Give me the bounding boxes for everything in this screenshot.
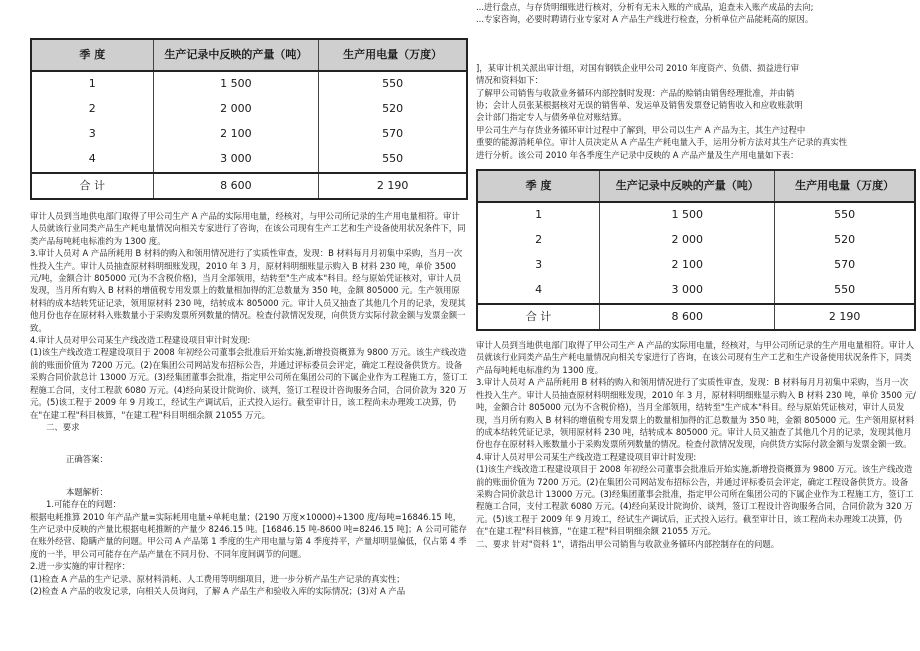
paragraph: 审计人员到当地供电部门取得了甲公司生产 A 产品的实际用电量，经核对，与甲公司所记录的生产用电量相符。审计人员就该行业同类产品生产耗电量情况向相关专家进行了咨询，在该公司现有生产工艺和生产设备使用状况条件下，同类产品每吨耗电标准约为 1300 度。 bbox=[476, 340, 915, 375]
requirement-heading: 二、要求 针对"资料 1"，请指出甲公司销售与收款业务循环内部控制存在的问题。 bbox=[476, 538, 780, 549]
table-row bbox=[31, 97, 467, 122]
cell: 合 计 bbox=[477, 304, 600, 330]
cell: 2 190 bbox=[319, 173, 467, 199]
cell: 2 100 bbox=[600, 253, 775, 278]
fragment-line: 情况和资料如下： bbox=[476, 75, 543, 86]
header-power: 生产用电量（万度） bbox=[775, 170, 915, 202]
right-production-table bbox=[476, 169, 916, 331]
cell: 550 bbox=[319, 147, 467, 173]
cell: 3 000 bbox=[153, 147, 319, 173]
table-header-row bbox=[477, 170, 915, 202]
fragment-line: ]，某审计机关派出审计组，对国有钢铁企业甲公司 2010 年度资产、负债、损益进行审 bbox=[476, 62, 800, 73]
answer-label: 正确答案： bbox=[66, 454, 108, 465]
table-row bbox=[477, 253, 915, 278]
cell: 2 000 bbox=[600, 228, 775, 253]
paragraph: 4.审计人员对甲公司某生产线改造工程建设项目审计时发现: bbox=[476, 451, 697, 462]
cell: 550 bbox=[775, 278, 915, 304]
cell: 3 bbox=[88, 127, 96, 141]
cell: 1 bbox=[88, 77, 96, 91]
cell: 550 bbox=[319, 71, 467, 97]
header-output: 生产记录中反映的产量（吨） bbox=[153, 39, 319, 71]
table-row bbox=[477, 228, 915, 253]
paragraph: 3.审计人员对 A 产品所耗用 B 材料的购入和领用情况进行了实质性审查，发现：B 材料每月月初集中采购，当月一次性投入生产。审计人员抽查原材料明细账发现，2010 年 3 月，原材料明细账显示购入 B 材料 230 吨，单价 3500 元/吨，金额合计 805000 元(为不含税价格)，当月全部领用，结转至"生产成本"科目。经与原始凭证核对，审计人员发现，当月所有购入 B 材料的增值税专用发票上的数量相加得的汇总数量为 350 吨，金额 805000 元。生产领用原材料的成本结转凭证记录，领用原材料 230 吨，结转成本 805000 元。审计人员又抽查了其他几个月的记录，发现其他月份也存在原材料入账数量小于采购发票所列数量的情况。检查付款情况发现，向供货方实际付款金额与发票金额一致。 bbox=[30, 248, 466, 333]
cell: 550 bbox=[775, 202, 915, 228]
header-power: 生产用电量（万度） bbox=[319, 39, 467, 71]
paragraph: (1)该生产线改造工程建设项目于 2008 年初经公司董事会批准后开始实施,新增投资概算为 9800 万元。该生产线改造前的账面价值为 7200 万元。(2)在集团公司网站发布招标公告，并通过评标委员会评定，确定工程设备供货方。设备采购合同价款总计 13000 万元。(3)经集团董事会批准，指定甲公司所在集团公司的下属企业作为工程施工方，签订工程施工合同，支付工程款 6080 万元。(4)经向某设计院询价、谈判，签订工程设计咨询服务合同，合同价款为 320 万元。(5)该工程于 2009 年 9 月竣工，经试生产调试后，正式投入运行。截至审计日，该工程尚未办理竣工决算，仍在"在建工程"科目核算，"在建工程"科目明细余额 21055 万元。 bbox=[30, 347, 468, 420]
cell: 8 600 bbox=[153, 173, 319, 199]
table-header-row bbox=[31, 39, 467, 71]
table-row bbox=[477, 202, 915, 228]
cell: 3 bbox=[535, 258, 543, 272]
cell: 合 计 bbox=[31, 173, 153, 199]
paragraph: 4.审计人员对甲公司某生产线改造工程建设项目审计时发现: bbox=[30, 335, 251, 346]
paragraph: 根据电耗推算 2010 年产品产量=实际耗用电量÷单耗电量；(2190 万度×10000)÷1300 度/每吨=16846.15 吨，生产记录中反映的产量比根据电耗推断的产量少 8246.15 吨。[16846.15 吨-8600 吨=8246.15 吨]；A 公司可能存在账外经营、隐瞒产量的问题。甲公司 A 产品第 1 季度的生产用电量与第 4 季度持平，产量却明显偏低，仅占第 4 季度的一半，甲公司可能存在产品产量在不同月份、不同年度间调节的问题。 bbox=[30, 511, 467, 559]
paragraph: (1)该生产线改造工程建设项目于 2008 年初经公司董事会批准后开始实施,新增投资概算为 9800 万元。该生产线改造前的账面价值为 7200 万元。(2)在集团公司网站发布招标公告，并通过评标委员会评定，确定工程设备供货方。设备采购合同价款总计 13000 万元。(3)经集团董事会批准，指定甲公司所在集团公司的下属企业作为工程施工方，签订工程施工合同，支付工程款 6080 万元。(4)经向某设计院询价、谈判，签订工程设计咨询服务合同，合同价款为 320 万元。(5)该工程于 2009 年 9 月竣工，经试生产调试后，正式投入运行。截至审计日，该工程尚未办理竣工决算，仍在"在建工程"科目核算，"在建工程"科目明细余额 21055 万元。 bbox=[476, 464, 914, 537]
section-heading: 二、要求 bbox=[46, 421, 80, 432]
fragment-line: ...进行盘点，与存货明细账进行核对，分析有无未入账的产成品，追查未入账产成品的去向; bbox=[476, 2, 814, 12]
right-fragments bbox=[476, 0, 916, 161]
table-row bbox=[31, 71, 467, 97]
cell: 2 bbox=[88, 102, 96, 116]
cell: 520 bbox=[775, 228, 915, 253]
left-production-table bbox=[30, 38, 468, 200]
paragraph: 1.可能存在的问题： bbox=[46, 499, 121, 510]
table-row bbox=[31, 122, 467, 147]
cell: 3 000 bbox=[600, 278, 775, 304]
header-quarter: 季 度 bbox=[31, 39, 153, 71]
cell: 2 100 bbox=[153, 122, 319, 147]
left-body-text bbox=[30, 210, 468, 597]
cell: 2 190 bbox=[775, 304, 915, 330]
table-total-row bbox=[477, 304, 915, 330]
paragraph: 审计人员到当地供电部门取得了甲公司生产 A 产品的实际用电量，经核对，与甲公司所记录的生产用电量相符。审计人员就该行业同类产品生产耗电量情况向相关专家进行了咨询，在该公司现有生产工艺和生产设备使用状况条件下，同类产品每吨耗电标准约为 1300 度。 bbox=[30, 211, 466, 246]
fragment-line: 了解甲公司销售与收款业务循环内部控制时发现：产品的赊销由销售经理批准，并由销 bbox=[476, 87, 795, 98]
cell: 2 000 bbox=[153, 97, 319, 122]
fragment-line: ...专家咨询，必要时聘请行业专家对 A 产品生产线进行检查，分析单位产品能耗高的原因。 bbox=[476, 14, 814, 25]
cell: 8 600 bbox=[600, 304, 775, 330]
fragment-line: 协；会计人员张某根据核对无误的销售单、发运单及销售发票登记销售收入和应收账款明 bbox=[476, 100, 803, 111]
analysis-title: 本题解析： bbox=[66, 486, 108, 497]
right-page bbox=[476, 0, 916, 550]
paragraph: 3.审计人员对 A 产品所耗用 B 材料的购入和领用情况进行了实质性审查，发现：B 材料每月月初集中采购，当月一次性投入生产。审计人员抽查原材料明细账发现，2010 年 3 月，原材料明细账显示购入 B 材料 230 吨，单价 3500 元/吨，金额合计 805000 元(为不含税价格)，当月全部领用，结转至"生产成本"科目。经与原始凭证核对，审计人员发现，当月所有购入 B 材料的增值税专用发票上的数量相加得的汇总数量为 350 吨，金额 805000 元。生产领用原材料的成本结转凭证记录，领用原材料 230 吨，结转成本 805000 元。审计人员又抽查了其他几个月的记录，发现其他月份也存在原材料入账数量小于采购发票所列数量的情况。检查付款情况发现，向供货方实际付款金额与发票金额一致。 bbox=[476, 377, 916, 450]
fragment-line: 重要的能源消耗单位。审计人员决定从 A 产品生产耗电量入手，运用分析方法对其生产记录的真实性 bbox=[476, 137, 848, 148]
cell: 1 500 bbox=[153, 71, 319, 97]
cell: 1 500 bbox=[600, 202, 775, 228]
header-quarter: 季 度 bbox=[477, 170, 600, 202]
paragraph: 2.进一步实施的审计程序： bbox=[30, 561, 131, 572]
left-production-table-wrap bbox=[30, 38, 468, 200]
cell: 1 bbox=[535, 208, 543, 222]
header-output: 生产记录中反映的产量（吨） bbox=[600, 170, 775, 202]
fragment-line: 会计部门指定专人与债务单位对账结算。 bbox=[476, 112, 627, 123]
paragraph: (1)检查 A 产品的生产记录、原材料消耗、人工费用等明细项目，进一步分析产品生产记录的真实性； bbox=[30, 573, 405, 584]
cell: 570 bbox=[775, 253, 915, 278]
table-row bbox=[31, 147, 467, 173]
cell: 4 bbox=[88, 152, 96, 166]
left-page bbox=[30, 0, 468, 597]
paragraph: (2)检查 A 产品的收发记录，向相关人员询问，了解 A 产品生产和验收入库的实际情况；(3)对 A 产品 bbox=[30, 585, 406, 596]
cell: 4 bbox=[535, 283, 543, 297]
cell: 520 bbox=[319, 97, 467, 122]
cell: 2 bbox=[535, 233, 543, 247]
fragment-line: 进行分析。该公司 2010 年各季度生产记录中反映的 A 产品产量及生产用电量如下表： bbox=[476, 149, 799, 160]
table-row bbox=[477, 278, 915, 304]
right-body-text bbox=[476, 339, 916, 550]
cell: 570 bbox=[319, 122, 467, 147]
right-production-table-wrap bbox=[476, 169, 916, 331]
fragment-line: 甲公司生产与存货业务循环审计过程中了解到，甲公司以生产 A 产品为主，其生产过程中 bbox=[476, 124, 806, 135]
table-total-row bbox=[31, 173, 467, 199]
